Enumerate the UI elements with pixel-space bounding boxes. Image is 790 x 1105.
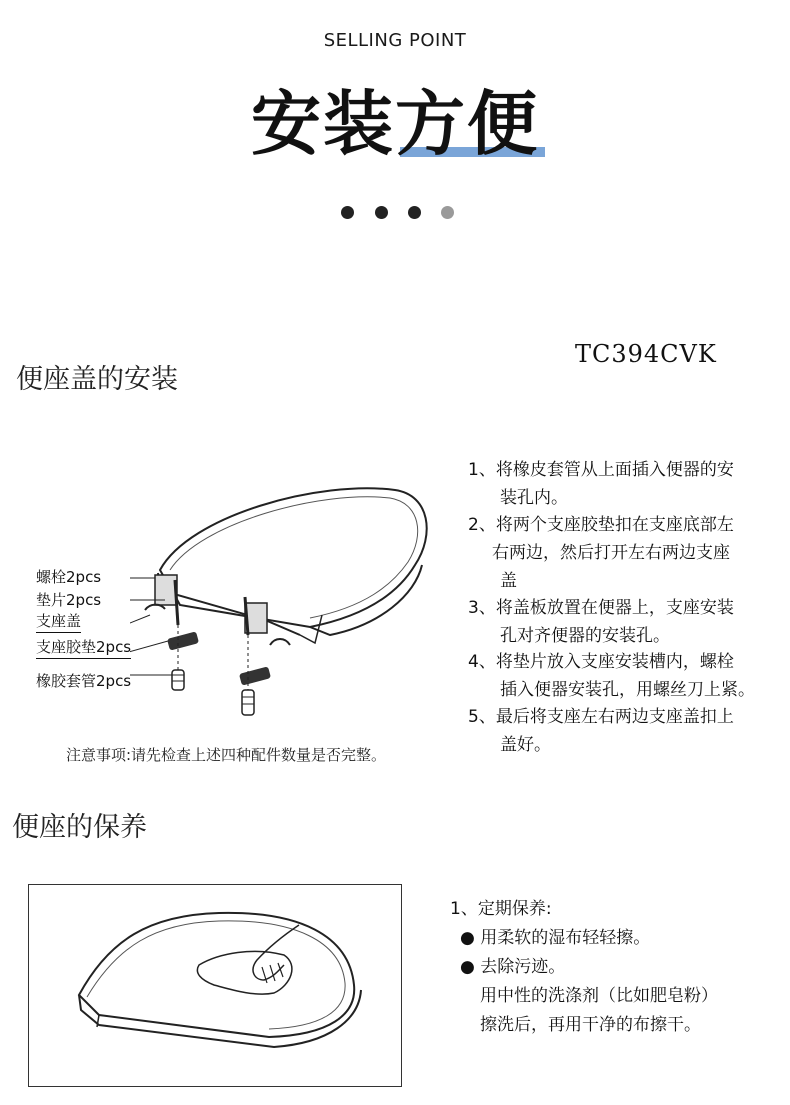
bullet-icon: ● — [460, 957, 475, 977]
part-label-hinge-pad: 支座胶垫2pcs — [36, 636, 131, 659]
seat-installation-diagram — [130, 475, 440, 725]
care-heading: 1、定期保养: — [450, 899, 552, 919]
care-detail-1: 用中性的洗涤剂（比如肥皂粉） — [480, 986, 718, 1006]
install-step-5: 5、最后将支座左右两边支座盖扣上 盖好。 — [468, 707, 734, 755]
care-detail-2: 擦洗后，再用干净的布擦干。 — [480, 1015, 701, 1035]
install-step-1: 1、将橡皮套管从上面插入便器的安 装孔内。 — [468, 460, 734, 508]
model-code: TC394CVK — [575, 340, 717, 368]
part-label-washer: 垫片2pcs — [36, 591, 102, 609]
install-step-3: 3、将盖板放置在便器上，支座安装 孔对齐便器的安装孔。 — [468, 598, 734, 646]
seat-wiping-illustration — [29, 885, 401, 1086]
care-bullet-1: ● 用柔软的湿布轻轻擦。 — [460, 928, 651, 948]
install-step-4: 4、将垫片放入支座安装槽内，螺栓 插入便器安装孔，用螺丝刀上紧。 — [468, 652, 755, 700]
pager-dot — [341, 206, 354, 219]
install-section-title: 便座盖的安装 — [16, 364, 178, 395]
page-title: 安装方便 — [251, 83, 539, 165]
bullet-icon: ● — [460, 928, 475, 948]
part-label-rubber-sleeve: 橡胶套管2pcs — [36, 672, 132, 690]
pager-dot — [375, 206, 388, 219]
notice-text: 注意事项:请先检查上述四种配件数量是否完整。 — [66, 746, 387, 764]
selling-point-kicker: SELLING POINT — [323, 30, 467, 51]
part-label-hinge-cover: 支座盖 — [36, 610, 81, 633]
part-label-bolt: 螺栓2pcs — [36, 568, 102, 586]
care-illustration-frame — [28, 884, 402, 1087]
install-step-2: 2、将两个支座胶垫扣在支座底部左 右两边，然后打开左右两边支座 盖 — [468, 515, 734, 591]
care-bullet-2: ● 去除污迹。 — [460, 957, 566, 977]
pager-dot — [441, 206, 454, 219]
care-section-title: 便座的保养 — [12, 812, 147, 843]
pager-dot — [408, 206, 421, 219]
